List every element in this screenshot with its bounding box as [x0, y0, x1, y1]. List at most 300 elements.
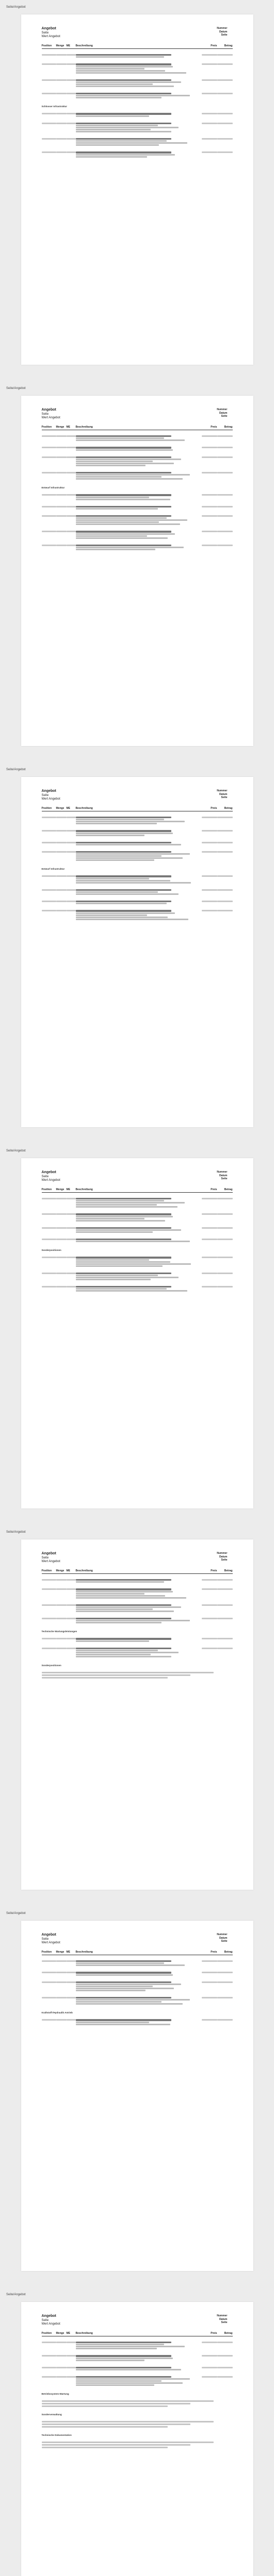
cell-amount: [217, 1617, 233, 1624]
text-line: [42, 2405, 168, 2407]
cell-placeholder: [67, 506, 76, 507]
cell-placeholder: [67, 435, 76, 437]
cell-pos: [42, 1971, 56, 1976]
cell-placeholder: [56, 531, 67, 532]
cell-pos: [42, 494, 56, 500]
cell-price: [202, 92, 217, 99]
cell-placeholder: [217, 851, 233, 853]
cell-placeholder: [56, 2367, 67, 2368]
text-line: [76, 156, 147, 158]
cell-price: [202, 1272, 217, 1281]
column-0: Position: [41, 44, 52, 47]
cell-price: [202, 544, 217, 551]
meta-row: [217, 1177, 232, 1181]
column-4: Preis: [211, 1569, 217, 1572]
cell-description: [76, 1197, 202, 1208]
text-line: [76, 549, 156, 550]
cell-placeholder: [67, 93, 76, 94]
cell-price: [202, 471, 217, 480]
cell-amount: [217, 1637, 233, 1642]
cell-placeholder: [67, 901, 76, 902]
column-3: Beschreibung: [75, 425, 93, 429]
cell-placeholder: [202, 1604, 217, 1606]
cell-pos: [42, 1227, 56, 1233]
cell-placeholder: [56, 472, 67, 473]
cell-placeholder: [67, 1618, 76, 1619]
column-5: Betrag: [224, 425, 233, 429]
cell-placeholder: [67, 447, 76, 448]
page-sheet: [21, 2302, 253, 2576]
cell-description: [76, 816, 202, 825]
cell-pos: [42, 1960, 56, 1967]
cell-unit: [67, 505, 76, 510]
cell-pos: [42, 2366, 56, 2371]
cell-amount: [217, 1256, 233, 1267]
subtitle-line: Wert Angebot: [41, 35, 60, 39]
cell-placeholder: [202, 1960, 217, 1962]
cell-description: [76, 1637, 202, 1642]
cell-placeholder: [202, 93, 217, 94]
cell-placeholder: [202, 851, 217, 853]
text-line: [76, 1972, 172, 1973]
cell-description: [76, 851, 202, 861]
text-line: [76, 817, 172, 818]
cell-price: [202, 1579, 217, 1583]
cell-placeholder: [202, 531, 217, 532]
paragraph: [42, 1672, 233, 1679]
cell-placeholder: [202, 138, 217, 140]
cell-description: [76, 544, 202, 551]
cell-placeholder: [67, 1198, 76, 1199]
subtitle-line: Wert Angebot: [41, 416, 60, 420]
cell-placeholder: [67, 1648, 76, 1649]
cell-amount: [217, 435, 233, 442]
cell-placeholder: [67, 1638, 76, 1639]
text-line: [76, 523, 180, 525]
column-1: Menge: [56, 1569, 65, 1572]
cell-amount: [217, 2376, 233, 2386]
text-line: [76, 131, 172, 132]
page-label: Seite/Angebot: [6, 1912, 26, 1915]
text-line: [76, 914, 147, 916]
text-line: [42, 2447, 168, 2448]
text-line: [76, 912, 175, 914]
cell-placeholder: [56, 817, 67, 818]
column-1: Menge: [56, 2331, 65, 2335]
cell-pos: [42, 2019, 56, 2025]
column-3: Beschreibung: [75, 1569, 93, 1572]
text-line: [42, 2426, 168, 2428]
table-row: [42, 54, 233, 58]
cell-placeholder: [42, 1960, 56, 1962]
cell-placeholder: [56, 1198, 67, 1199]
cell-unit: [67, 112, 76, 117]
cell-unit: [67, 494, 76, 500]
cell-placeholder: [56, 910, 67, 911]
cell-placeholder: [217, 63, 233, 65]
meta-key: Datum: [219, 792, 228, 796]
cell-placeholder: [217, 2355, 233, 2357]
text-line: [76, 1988, 174, 1989]
cell-price: [202, 79, 217, 88]
text-line: [76, 72, 186, 74]
cell-qty: [56, 54, 67, 58]
cell-placeholder: [217, 2342, 233, 2343]
cell-placeholder: [217, 1257, 233, 1258]
cell-pos: [42, 1272, 56, 1281]
cell-placeholder: [42, 1227, 56, 1229]
meta-key: Nummer: [217, 1933, 228, 1936]
text-line: [76, 2367, 172, 2368]
meta-key: Datum: [219, 30, 228, 33]
cell-placeholder: [202, 79, 217, 81]
section-title: Kraftstoff-/Hydraulik Antrieb: [41, 2011, 73, 2014]
cell-placeholder: [202, 545, 217, 546]
cell-description: [76, 2341, 202, 2350]
text-line: [76, 1588, 172, 1590]
cell-price: [202, 2376, 217, 2386]
page-label: Seite/Angebot: [6, 1531, 26, 1534]
cell-qty: [56, 2376, 67, 2386]
cell-placeholder: [42, 817, 56, 818]
cell-placeholder: [202, 830, 217, 832]
cell-placeholder: [202, 1579, 217, 1581]
column-4: Preis: [211, 425, 217, 429]
document-title: Angebot: [41, 789, 56, 793]
cell-pos: [42, 1213, 56, 1222]
cell-unit: [67, 1272, 76, 1281]
cell-unit: [67, 2366, 76, 2371]
cell-price: [202, 1617, 217, 1624]
text-line: [76, 2346, 185, 2347]
cell-placeholder: [217, 1648, 233, 1649]
cell-placeholder: [217, 830, 233, 832]
text-line: [76, 499, 170, 500]
cell-qty: [56, 1604, 67, 1613]
text-line: [76, 1581, 164, 1583]
text-line: [76, 521, 159, 523]
cell-placeholder: [217, 1273, 233, 1274]
cell-placeholder: [42, 1239, 56, 1240]
text-line: [76, 821, 185, 822]
cell-pos: [42, 1981, 56, 1992]
cell-placeholder: [42, 1972, 56, 1973]
cell-description: [76, 54, 202, 58]
cell-placeholder: [217, 1588, 233, 1590]
subtitle-line: Wert Angebot: [41, 2323, 60, 2326]
text-line: [76, 123, 172, 124]
cell-amount: [217, 1588, 233, 1599]
cell-placeholder: [217, 151, 233, 153]
text-line: [76, 1960, 172, 1962]
cell-pos: [42, 1604, 56, 1613]
text-line: [76, 2344, 164, 2345]
cell-placeholder: [202, 2376, 217, 2378]
meta-key: Seite: [221, 796, 228, 799]
table-row: [42, 471, 233, 480]
text-line: [76, 1286, 172, 1287]
table-row: [42, 494, 233, 500]
document-title: Angebot: [41, 1933, 56, 1937]
cell-placeholder: [67, 138, 76, 140]
cell-pos: [42, 1588, 56, 1599]
cell-placeholder: [202, 123, 217, 124]
cell-placeholder: [202, 1198, 217, 1199]
column-header: [42, 1188, 233, 1193]
cell-unit: [67, 138, 76, 146]
cell-description: [76, 1617, 202, 1624]
meta-key: Datum: [219, 1936, 228, 1940]
text-line: [76, 833, 173, 834]
cell-qty: [56, 1272, 67, 1281]
table-row: [42, 1272, 233, 1281]
cell-placeholder: [217, 2367, 233, 2368]
cell-qty: [56, 63, 67, 74]
cell-qty: [56, 138, 67, 146]
meta-key: Seite: [221, 1558, 228, 1562]
text-line: [76, 1227, 172, 1229]
cell-price: [202, 1588, 217, 1599]
text-line: [76, 1984, 182, 1985]
cell-placeholder: [67, 1604, 76, 1606]
cell-unit: [67, 1604, 76, 1613]
cell-placeholder: [202, 1972, 217, 1973]
cell-unit: [67, 1960, 76, 1967]
cell-placeholder: [67, 123, 76, 124]
table-row: [42, 92, 233, 99]
cell-unit: [67, 446, 76, 451]
column-5: Betrag: [224, 2331, 233, 2335]
table-row: [42, 138, 233, 146]
cell-unit: [67, 900, 76, 905]
cell-amount: [217, 63, 233, 74]
cell-description: [76, 1996, 202, 2005]
cell-price: [202, 54, 217, 58]
title-block: [42, 27, 60, 39]
text-line: [76, 1593, 144, 1595]
table-row: [42, 505, 233, 510]
cell-unit: [67, 1213, 76, 1222]
cell-placeholder: [56, 79, 67, 81]
paragraph: [42, 2421, 233, 2428]
text-line: [76, 880, 170, 882]
cell-qty: [56, 435, 67, 442]
section-title: Technische Dokumentation: [41, 2434, 72, 2437]
meta-row: [217, 1940, 232, 1943]
cell-placeholder: [42, 435, 56, 437]
cell-pos: [42, 151, 56, 158]
cell-amount: [217, 151, 233, 158]
meta-key: Seite: [221, 2321, 228, 2324]
cell-pos: [42, 816, 56, 825]
cell-placeholder: [202, 63, 217, 65]
cell-placeholder: [217, 2019, 233, 2021]
cell-qty: [56, 1971, 67, 1976]
cell-unit: [67, 875, 76, 884]
cell-unit: [67, 1637, 76, 1642]
section-title: Entwurf Infrastruktur: [41, 868, 65, 871]
cell-placeholder: [202, 1286, 217, 1287]
text-line: [76, 537, 168, 539]
cell-qty: [56, 1981, 67, 1992]
cell-qty: [56, 1579, 67, 1583]
cell-qty: [56, 79, 67, 88]
cell-description: [76, 900, 202, 905]
cell-pos: [42, 1617, 56, 1624]
cell-unit: [67, 79, 76, 88]
text-line: [76, 472, 172, 473]
cell-amount: [217, 494, 233, 500]
cell-amount: [217, 2341, 233, 2350]
text-line: [76, 1638, 172, 1639]
text-line: [76, 138, 172, 140]
cell-placeholder: [42, 842, 56, 843]
section-title: Betriebssystem-Wartung: [41, 2393, 69, 2396]
cell-description: [76, 1588, 202, 1599]
text-line: [76, 83, 153, 85]
text-line: [76, 823, 157, 824]
text-line: [76, 1618, 172, 1619]
cell-unit: [67, 816, 76, 825]
table-row: [42, 1996, 233, 2005]
page-label: Seite/Angebot: [6, 387, 26, 390]
column-1: Menge: [56, 44, 65, 47]
cell-placeholder: [56, 1972, 67, 1973]
meta-block: [217, 408, 232, 418]
cell-unit: [67, 471, 76, 480]
cell-placeholder: [202, 435, 217, 437]
text-line: [76, 478, 183, 480]
cell-placeholder: [217, 54, 233, 56]
cell-amount: [217, 900, 233, 905]
cell-qty: [56, 151, 67, 158]
table-row: [42, 1971, 233, 1976]
text-line: [42, 1674, 191, 1676]
cell-placeholder: [56, 1648, 67, 1649]
text-line: [76, 1656, 172, 1657]
cell-pos: [42, 1996, 56, 2005]
cell-placeholder: [67, 472, 76, 473]
text-line: [76, 447, 172, 448]
cell-description: [76, 875, 202, 884]
text-line: [76, 1265, 163, 1267]
text-line: [76, 835, 144, 836]
cell-placeholder: [67, 910, 76, 911]
column-2: ME: [66, 1950, 70, 1954]
cell-price: [202, 909, 217, 920]
cell-placeholder: [42, 1618, 56, 1619]
cell-unit: [67, 1227, 76, 1233]
cell-placeholder: [202, 2342, 217, 2343]
cell-description: [76, 63, 202, 74]
cell-amount: [217, 1579, 233, 1583]
page-label: Seite/Angebot: [6, 6, 26, 9]
text-line: [76, 1288, 167, 1290]
cell-amount: [217, 456, 233, 467]
cell-price: [202, 151, 217, 158]
cell-qty: [56, 909, 67, 920]
cell-placeholder: [217, 1579, 233, 1581]
cell-placeholder: [56, 1638, 67, 1639]
table-row: [42, 816, 233, 825]
cell-unit: [67, 2354, 76, 2361]
cell-placeholder: [67, 2342, 76, 2343]
text-line: [76, 517, 167, 519]
cell-description: [76, 1227, 202, 1233]
cell-placeholder: [67, 1257, 76, 1258]
table-row: [42, 1285, 233, 1292]
cell-price: [202, 515, 217, 526]
subtitle-line: Wert Angebot: [41, 798, 60, 801]
table-row: [42, 544, 233, 551]
cell-description: [76, 515, 202, 526]
cell-description: [76, 494, 202, 500]
column-1: Menge: [56, 1950, 65, 1954]
cell-pos: [42, 92, 56, 99]
meta-key: Datum: [219, 1555, 228, 1558]
text-line: [76, 68, 144, 70]
cell-placeholder: [217, 1286, 233, 1287]
text-line: [42, 2400, 214, 2402]
column-2: ME: [66, 425, 70, 429]
paragraph: [42, 2442, 233, 2448]
page-sheet: [21, 396, 253, 746]
table-row: [42, 112, 233, 117]
text-line: [76, 1277, 179, 1278]
cell-placeholder: [42, 93, 56, 94]
cell-unit: [67, 456, 76, 467]
column-4: Preis: [211, 44, 217, 47]
cell-placeholder: [42, 889, 56, 891]
text-line: [76, 2358, 173, 2359]
cell-placeholder: [56, 494, 67, 496]
cell-amount: [217, 1996, 233, 2005]
text-line: [76, 456, 172, 458]
cell-unit: [67, 2019, 76, 2025]
cell-unit: [67, 1981, 76, 1992]
cell-qty: [56, 122, 67, 133]
page-label: Seite/Angebot: [6, 768, 26, 771]
text-line: [76, 857, 183, 859]
cell-description: [76, 138, 202, 146]
cell-placeholder: [67, 1981, 76, 1983]
meta-key: Seite: [221, 1177, 228, 1180]
cell-unit: [67, 1238, 76, 1243]
cell-unit: [67, 1588, 76, 1599]
cell-description: [76, 1960, 202, 1967]
cell-price: [202, 1971, 217, 1976]
text-line: [76, 66, 173, 67]
cell-price: [202, 505, 217, 510]
cell-placeholder: [56, 1257, 67, 1258]
text-line: [76, 95, 190, 96]
text-line: [42, 2442, 214, 2443]
cell-placeholder: [202, 494, 217, 496]
cell-placeholder: [217, 1213, 233, 1215]
cell-placeholder: [67, 2376, 76, 2378]
text-line: [76, 2022, 150, 2023]
text-line: [76, 474, 190, 476]
cell-price: [202, 1197, 217, 1208]
subtitle-line: Seite: [41, 793, 49, 797]
text-line: [76, 1962, 164, 1964]
cell-pos: [42, 515, 56, 526]
text-line: [76, 535, 147, 537]
subtitle-line: Seite: [41, 31, 49, 35]
column-5: Betrag: [224, 1569, 233, 1572]
text-line: [76, 459, 182, 460]
cell-price: [202, 1213, 217, 1222]
